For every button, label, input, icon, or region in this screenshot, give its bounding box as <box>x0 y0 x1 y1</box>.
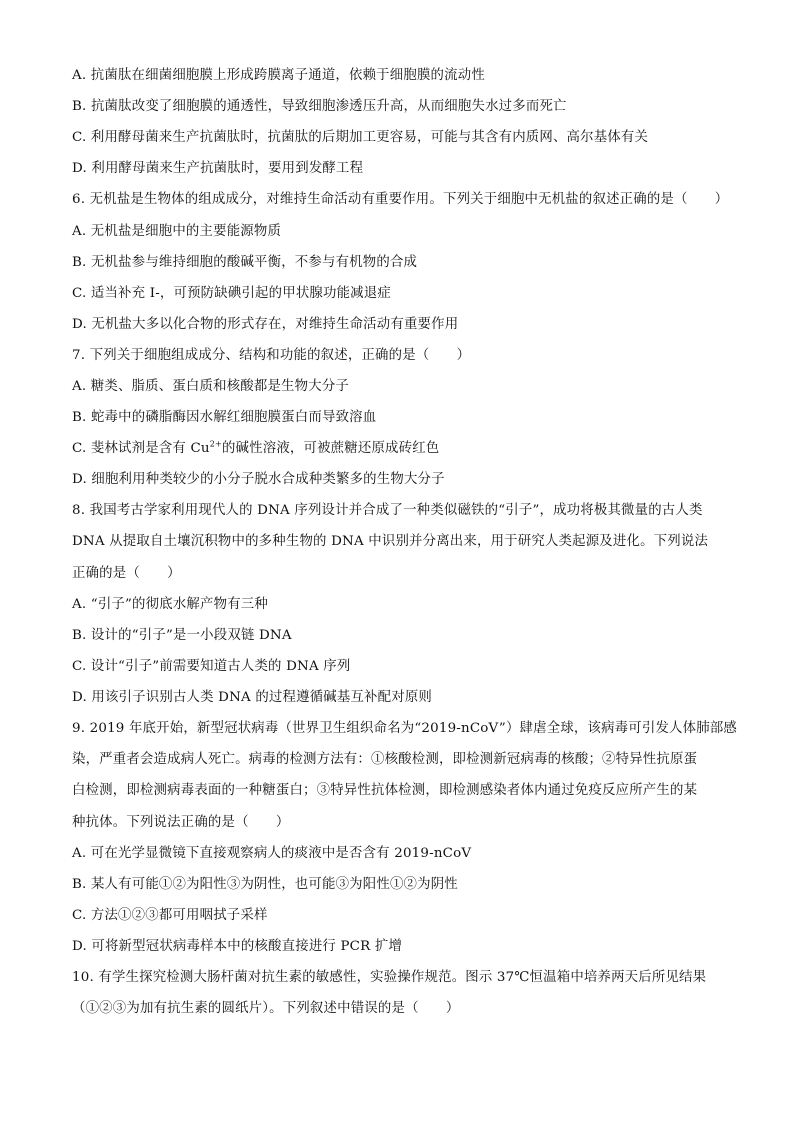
q10-stem-line-2: （①②③为加有抗生素的圆纸片）。下列叙述中错误的是（ ） <box>72 1001 460 1016</box>
q8-stem-line-1: 8. 我国考古学家利用现代人的 DNA 序列设计并合成了一种类似磁铁的“引子”，成功将极其微量的古人类 <box>72 503 703 518</box>
q8-option-d: D. 用该引子识别古人类 DNA 的过程遵循碱基互补配对原则 <box>72 690 432 705</box>
q7-option-c-superscript: 2+ <box>209 439 222 449</box>
q8-option-a: A. “引子”的彻底水解产物有三种 <box>72 597 268 612</box>
q9-stem-line-2: 染，严重者会造成病人死亡。病毒的检测方法有：①核酸检测，即检测新冠病毒的核酸；②特异性抗原蛋 <box>72 752 698 767</box>
q7-option-c <box>72 439 439 459</box>
q5-option-b: B. 抗菌肽改变了细胞膜的通透性，导致细胞渗透压升高，从而细胞失水过多而死亡 <box>72 99 567 114</box>
q8-option-c: C. 设计“引子”前需要知道古人类的 DNA 序列 <box>72 659 351 674</box>
q9-option-b: B. 某人有可能①②为阳性③为阴性，也可能③为阳性①②为阴性 <box>72 877 458 892</box>
q8-stem-line-2: DNA 从提取自土壤沉积物中的多种生物的 DNA 中识别并分离出来，用于研究人类起源及进化。下列说法 <box>72 534 709 549</box>
q7-stem: 7. 下列关于细胞组成成分、结构和功能的叙述，正确的是（ ） <box>72 348 471 363</box>
q6-option-d: D. 无机盐大多以化合物的形式存在，对维持生命活动有重要作用 <box>72 317 459 332</box>
q7-option-a: A. 糖类、脂质、蛋白质和核酸都是生物大分子 <box>72 379 350 394</box>
q8-stem-line-3: 正确的是（ ） <box>72 566 181 581</box>
q6-stem: 6. 无机盐是生物体的组成成分，对维持生命活动有重要作用。下列关于细胞中无机盐的叙述正确的是（ ） <box>72 192 729 207</box>
q5-option-d: D. 利用酵母菌来生产抗菌肽时，要用到发酵工程 <box>72 161 364 176</box>
q9-option-c: C. 方法①②③都可用咽拭子采样 <box>72 908 268 923</box>
q9-option-a: A. 可在光学显微镜下直接观察病人的痰液中是否含有 2019-nCoV <box>72 846 472 861</box>
q9-stem-line-3: 白检测，即检测病毒表面的一种糖蛋白；③特异性抗体检测，即检测感染者体内通过免疫反应所产生的某 <box>72 783 698 798</box>
q6-option-a: A. 无机盐是细胞中的主要能源物质 <box>72 224 282 239</box>
q9-stem-line-1: 9. 2019 年底开始，新型冠状病毒（世界卫生组织命名为“2019-nCoV”）肆虐全球，该病毒可引发人体肺部感 <box>72 721 737 736</box>
q10-stem-line-1: 10. 有学生探究检测大肠杆菌对抗生素的敏感性，实验操作规范。图示 37℃恒温箱中培养两天后所见结果 <box>72 970 707 985</box>
q8-option-b: B. 设计的“引子”是一小段双链 DNA <box>72 628 292 643</box>
q6-option-c: C. 适当补充 I-，可预防缺碘引起的甲状腺功能减退症 <box>72 286 391 301</box>
q7-option-b: B. 蛇毒中的磷脂酶因水解红细胞膜蛋白而导致溶血 <box>72 410 377 425</box>
q7-option-d: D. 细胞利用种类较少的小分子脱水合成种类繁多的生物大分子 <box>72 472 445 487</box>
q7-option-c-text-pre: C. 斐林试剂是含有 Cu <box>72 441 210 456</box>
q7-option-c-text-post: 的碱性溶液，可被蔗糖还原成砖红色 <box>221 441 440 456</box>
q9-stem-line-4: 种抗体。下列说法正确的是（ ） <box>72 815 290 830</box>
q9-option-d: D. 可将新型冠状病毒样本中的核酸直接进行 PCR 扩增 <box>72 939 403 954</box>
q5-option-c: C. 利用酵母菌来生产抗菌肽时，抗菌肽的后期加工更容易，可能与其含有内质网、高尔基体有关 <box>72 130 649 145</box>
q6-option-b: B. 无机盐参与维持细胞的酸碱平衡，不参与有机物的合成 <box>72 255 418 270</box>
q5-option-a: A. 抗菌肽在细菌细胞膜上形成跨膜离子通道，依赖于细胞膜的流动性 <box>72 68 485 83</box>
